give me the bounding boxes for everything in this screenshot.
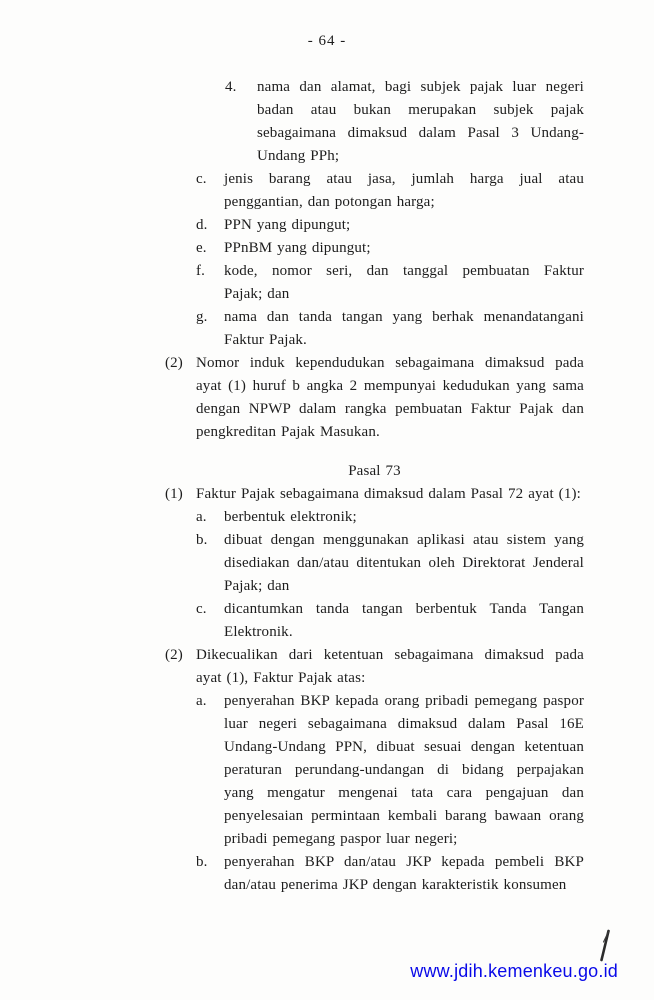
list-item-lines — [224, 851, 584, 897]
list-item — [165, 237, 584, 260]
text-line: Pajak; dan — [224, 578, 290, 594]
text-line: dengan NPWP dalam rangka pembuatan Faktur Pajak dan — [196, 401, 584, 417]
text-line: jenis barang atau jasa, jumlah harga jual atau — [224, 171, 584, 187]
text-line: Undang-Undang PPN, dibuat sesuai dengan ketentuan — [224, 739, 584, 755]
text-line: nama dan tanda tangan yang berhak menandatangani — [224, 309, 584, 325]
list-item — [165, 352, 584, 444]
list-marker: e. — [196, 240, 207, 256]
text-line: dicantumkan tanda tangan berbentuk Tanda Tangan — [224, 601, 584, 617]
text-line: badan atau bukan merupakan subjek pajak — [257, 102, 584, 118]
list-item — [165, 483, 584, 506]
document-body — [165, 76, 584, 897]
list-marker: c. — [196, 171, 207, 187]
list-marker: b. — [196, 854, 208, 870]
text-line: dan/atau penerima JKP dengan karakteristik konsumen — [224, 877, 567, 893]
text-line: disediakan dan/atau ditentukan oleh Direktorat Jenderal — [224, 555, 584, 571]
list-item-lines — [224, 237, 584, 260]
list-item-lines — [224, 598, 584, 644]
list-marker: g. — [196, 309, 208, 325]
list-item-lines — [224, 168, 584, 214]
list-item — [165, 690, 584, 851]
text-line: Elektronik. — [224, 624, 293, 640]
list-marker: a. — [196, 509, 207, 525]
list-marker: c. — [196, 601, 207, 617]
text-line: penyelesaian permintaan kembali barang bawaan orang — [224, 808, 584, 824]
list-item — [165, 506, 584, 529]
text-line: penyerahan BKP dan/atau JKP kepada pembeli BKP — [224, 854, 584, 870]
text-line: luar negeri sebagaimana dimaksud dalam Pasal 16E — [224, 716, 584, 732]
list-item — [165, 306, 584, 352]
text-line: Faktur Pajak sebagaimana dimaksud dalam Pasal 72 ayat (1): — [196, 486, 581, 502]
pasal-heading: Pasal 73 — [348, 463, 401, 479]
list-item — [165, 529, 584, 598]
text-line: Undang PPh; — [257, 148, 340, 164]
text-line: peraturan perundang-undangan di bidang perpajakan — [224, 762, 584, 778]
text-line: Nomor induk kependudukan sebagaimana dimaksud pada — [196, 355, 584, 371]
text-line: pribadi pemegang paspor luar negeri; — [224, 831, 458, 847]
list-item — [165, 598, 584, 644]
text-line: PPnBM yang dipungut; — [224, 240, 371, 256]
list-item — [165, 76, 584, 168]
text-line: Pajak; dan — [224, 286, 290, 302]
list-item-lines — [224, 690, 584, 851]
text-line: yang mengatur mengenai tata cara pengajuan dan — [224, 785, 584, 801]
text-line: nama dan alamat, bagi subjek pajak luar negeri — [257, 79, 584, 95]
list-marker: d. — [196, 217, 208, 233]
text-line: ayat (1) huruf b angka 2 mempunyai kedudukan yang sama — [196, 378, 584, 394]
text-line: kode, nomor seri, dan tanggal pembuatan Faktur — [224, 263, 584, 279]
paraf-mark-icon — [593, 929, 615, 963]
list-item-lines — [196, 352, 584, 444]
list-item-lines — [224, 506, 584, 529]
text-line: penyerahan BKP kepada orang pribadi pemegang paspor — [224, 693, 584, 709]
text-line: Faktur Pajak. — [224, 332, 307, 348]
text-line: pengkreditan Pajak Masukan. — [196, 424, 380, 440]
list-item-lines — [196, 644, 584, 690]
list-marker: a. — [196, 693, 207, 709]
list-item — [165, 851, 584, 897]
list-item — [165, 214, 584, 237]
text-line: sebagaimana dimaksud dalam Pasal 3 Undang- — [257, 125, 584, 141]
list-marker: b. — [196, 532, 208, 548]
list-marker: f. — [196, 263, 206, 279]
text-line: ayat (1), Faktur Pajak atas: — [196, 670, 366, 686]
page-number: - 64 - — [307, 33, 347, 49]
list-item — [165, 260, 584, 306]
footer-url-link[interactable]: www.jdih.kemenkeu.go.id — [410, 961, 618, 981]
list-item-lines — [224, 306, 584, 352]
list-marker: 4. — [225, 79, 237, 95]
text-line: Dikecualikan dari ketentuan sebagaimana dimaksud pada — [196, 647, 584, 663]
list-item-lines — [224, 214, 584, 237]
text-line: dibuat dengan menggunakan aplikasi atau sistem yang — [224, 532, 584, 548]
list-marker: (2) — [165, 647, 183, 663]
list-item-lines — [224, 260, 584, 306]
list-item — [165, 168, 584, 214]
text-line: berbentuk elektronik; — [224, 509, 357, 525]
list-item-lines — [196, 483, 584, 506]
text-line: penggantian, dan potongan harga; — [224, 194, 435, 210]
list-item — [165, 644, 584, 690]
text-line: PPN yang dipungut; — [224, 217, 351, 233]
list-marker: (1) — [165, 486, 183, 502]
list-item-lines — [224, 529, 584, 598]
list-marker: (2) — [165, 355, 183, 371]
list-item-lines — [257, 76, 584, 168]
